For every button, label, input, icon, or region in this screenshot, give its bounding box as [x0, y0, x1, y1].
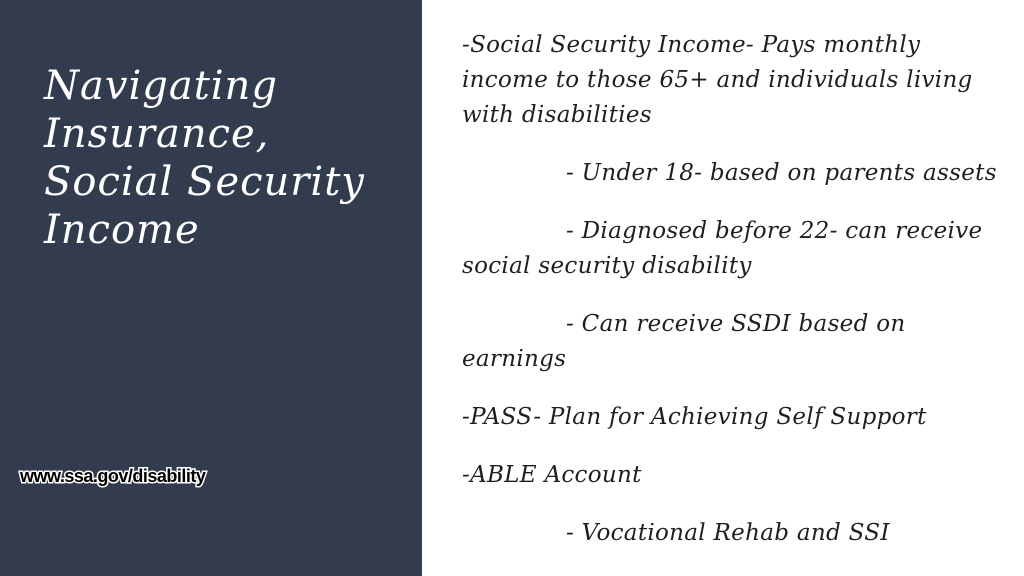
content-paragraph: -Social Security Income- Pays monthly income to those 65+ and individuals living with disabilities [462, 32, 973, 128]
slide-title [44, 62, 404, 254]
content-paragraph: - Vocational Rehab and SSI [566, 520, 890, 546]
content-paragraph: - Diagnosed before 22- can receive social security disability [462, 218, 983, 279]
title-line: Social Security [44, 159, 365, 205]
content-paragraph: -PASS- Plan for Achieving Self Support [462, 404, 927, 430]
content-paragraph: -ABLE Account [462, 462, 642, 488]
content-paragraph: - Can receive SSDI based on earnings [462, 311, 906, 372]
title-line: Income [44, 207, 200, 253]
title-panel [0, 0, 422, 576]
content-paragraph: - Under 18- based on parents assets [566, 160, 997, 186]
title-line: Insurance, [44, 111, 270, 157]
slide-content [462, 28, 1010, 574]
title-line: Navigating [44, 63, 278, 109]
ssa-url-link[interactable]: www.ssa.gov/disability [20, 466, 206, 486]
